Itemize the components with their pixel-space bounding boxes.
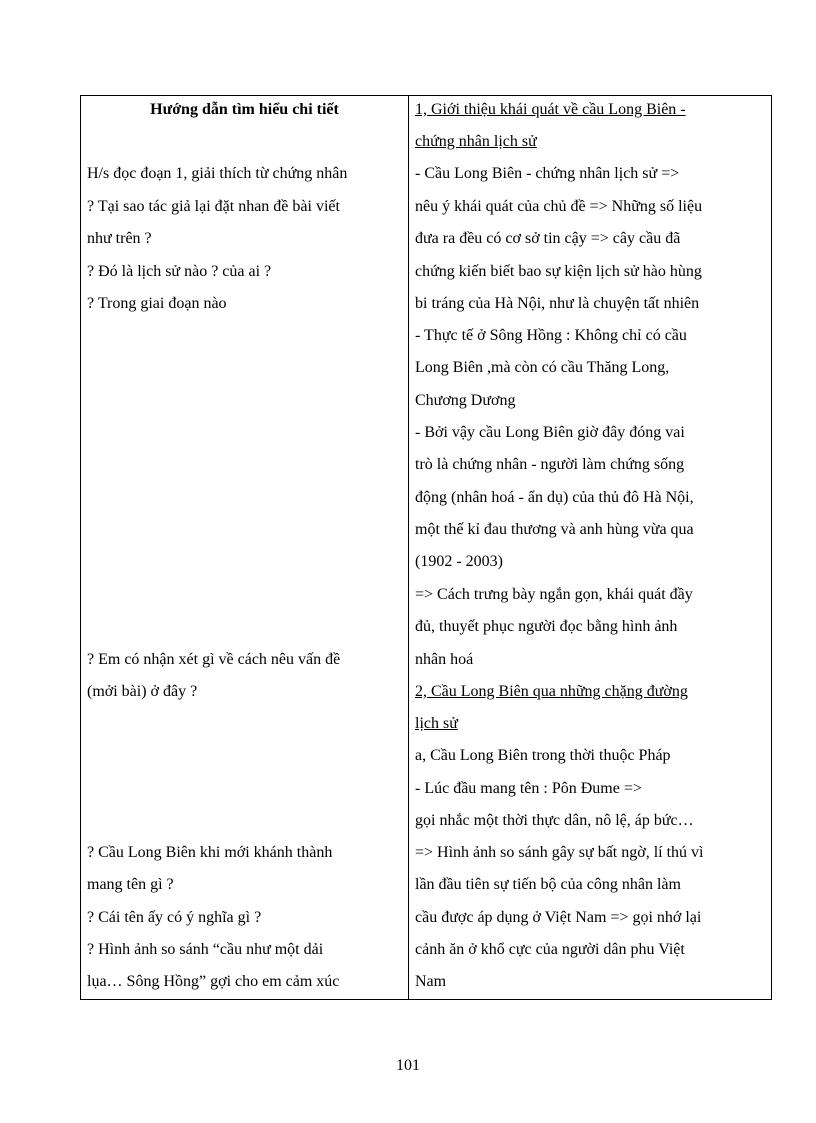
section-heading: chứng nhân lịch sử bbox=[415, 133, 537, 150]
right-line: trò là chứng nhân - người làm chứng sống bbox=[415, 456, 685, 473]
right-line: => Cách trưng bày ngắn gọn, khái quát đầy bbox=[415, 586, 693, 603]
right-line: - Thực tế ở Sông Hồng : Không chỉ có cầu bbox=[415, 327, 687, 344]
right-line: Long Biên ,mà còn có cầu Thăng Long, bbox=[415, 359, 670, 376]
left-line: như trên ? bbox=[87, 230, 152, 247]
right-line: - Lúc đầu mang tên : Pôn Đume => bbox=[415, 780, 642, 797]
left-header: Hướng dẫn tìm hiểu chi tiết bbox=[150, 101, 339, 118]
left-line: ? Cái tên ấy có ý nghĩa gì ? bbox=[87, 909, 262, 926]
right-line: nhân hoá bbox=[415, 651, 474, 668]
right-line: Chương Dương bbox=[415, 392, 516, 409]
right-line: a, Cầu Long Biên trong thời thuộc Pháp bbox=[415, 747, 671, 764]
section-heading: 2, Cầu Long Biên qua những chặng đường bbox=[415, 683, 688, 700]
left-line: mang tên gì ? bbox=[87, 876, 174, 893]
left-line: ? Hình ảnh so sánh “cầu như một dải bbox=[87, 941, 324, 958]
section-heading: 1, Giới thiệu khái quát về cầu Long Biên - bbox=[415, 101, 686, 118]
right-line: chứng kiến biết bao sự kiện lịch sử hào hùng bbox=[415, 263, 702, 280]
left-line: ? Tại sao tác giả lại đặt nhan đề bài viết bbox=[87, 198, 340, 215]
section-heading: lịch sử bbox=[415, 715, 458, 732]
right-line: (1902 - 2003) bbox=[415, 553, 503, 570]
right-line: cảnh ăn ở khổ cực của người dân phu Việt bbox=[415, 941, 685, 958]
left-line: (mởi bài) ở đây ? bbox=[87, 683, 198, 700]
right-line: đủ, thuyết phục người đọc bằng hình ảnh bbox=[415, 618, 678, 635]
right-line: đưa ra đều có cơ sở tin cậy => cây cầu đã bbox=[415, 230, 681, 247]
lesson-table bbox=[80, 95, 772, 1000]
right-line: lần đầu tiên sự tiến bộ của công nhân làm bbox=[415, 876, 681, 893]
right-line: - Cầu Long Biên - chứng nhân lịch sử => bbox=[415, 165, 680, 182]
left-line: ? Em có nhận xét gì về cách nêu vấn đề bbox=[87, 651, 341, 668]
right-line: một thế kỉ đau thương và anh hùng vừa qua bbox=[415, 521, 694, 538]
page-number: 101 bbox=[396, 1057, 420, 1074]
left-line: ? Đó là lịch sử nào ? của ai ? bbox=[87, 263, 272, 280]
right-line: cầu được áp dụng ở Việt Nam => gọi nhớ lại bbox=[415, 909, 702, 926]
left-line: ? Cầu Long Biên khi mới khánh thành bbox=[87, 844, 333, 861]
right-line: Nam bbox=[415, 973, 447, 990]
right-line: động (nhân hoá - ẩn dụ) của thủ đô Hà Nội, bbox=[415, 489, 694, 506]
right-line: gọi nhắc một thời thực dân, nô lệ, áp bức… bbox=[415, 812, 694, 829]
right-line: => Hình ảnh so sánh gây sự bất ngờ, lí thú vì bbox=[415, 844, 704, 861]
right-line: - Bởi vậy cầu Long Biên giờ đây đóng vai bbox=[415, 424, 685, 441]
left-line: ? Trong giai đoạn nào bbox=[87, 295, 227, 312]
left-line: lụa… Sông Hồng” gợi cho em cảm xúc bbox=[87, 973, 340, 990]
right-line: bi tráng của Hà Nội, như là chuyện tất nhiên bbox=[415, 295, 700, 312]
left-line: H/s đọc đoạn 1, giải thích từ chứng nhân bbox=[87, 165, 348, 182]
right-line: nêu ý khái quát của chủ đề => Những số liệu bbox=[415, 198, 703, 215]
column-divider bbox=[408, 96, 409, 999]
